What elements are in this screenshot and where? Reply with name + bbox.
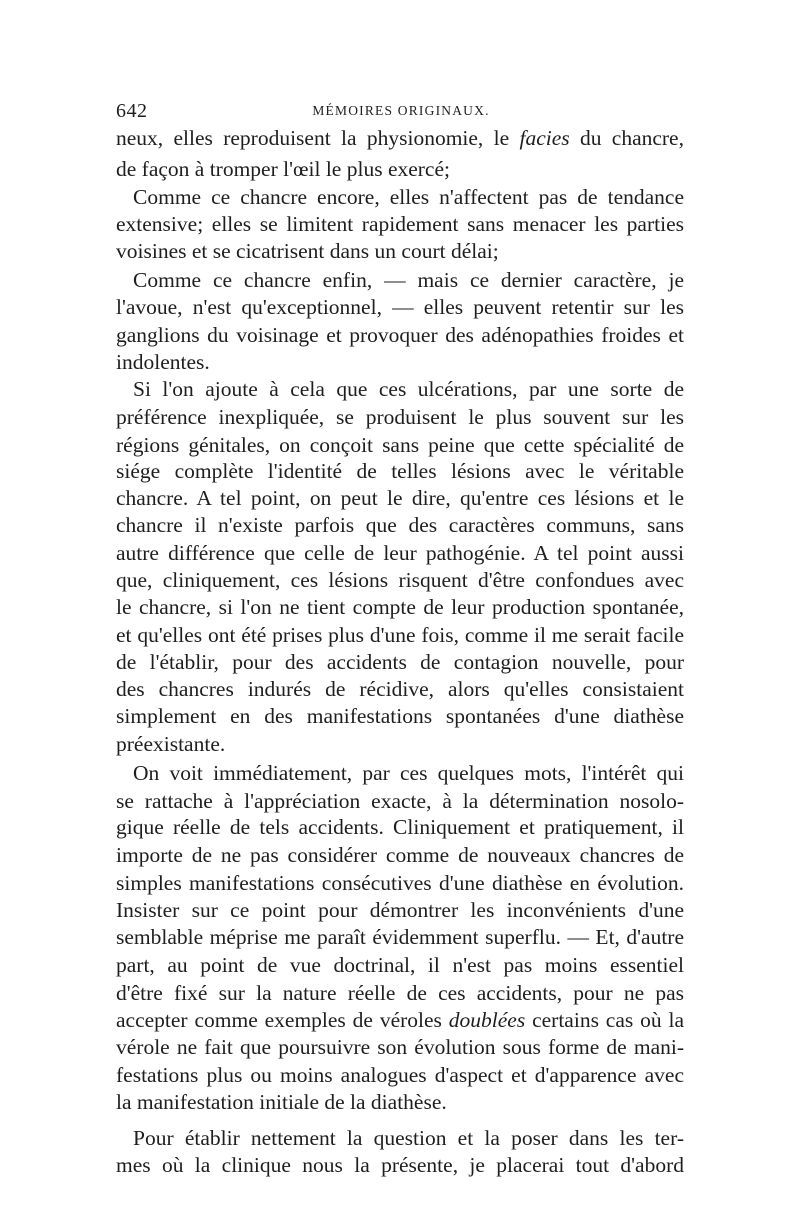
text-line <box>116 1033 684 1061</box>
text-line <box>116 566 684 594</box>
page-number: 642 <box>116 100 148 122</box>
text-line <box>116 237 684 265</box>
text-line <box>133 183 684 211</box>
text-line <box>116 457 684 485</box>
text-segment: Insister sur ce point pour démontrer les inconvénients d'une <box>116 898 684 922</box>
text-line <box>116 896 684 924</box>
text-segment: Comme ce chancre encore, elles n'affectent pas de tendance <box>133 185 684 209</box>
text-segment: voisines et se cicatrisent dans un court délai; <box>116 239 499 263</box>
italic-text: facies <box>519 126 570 150</box>
text-segment: préférence inexpliquée, se produisent le plus souvent sur les <box>116 405 684 429</box>
text-segment: de façon à tromper l'œil le plus exercé; <box>116 157 450 181</box>
text-segment: simples manifestations consécutives d'une diathèse en évolution. <box>116 871 684 895</box>
text-segment: part, au point de vue doctrinal, il n'est pas moins essentiel <box>116 953 684 977</box>
text-line <box>116 1061 684 1089</box>
text-segment: de l'établir, pour des accidents de contagion nouvelle, pour <box>116 650 684 674</box>
text-line <box>116 1006 684 1034</box>
text-segment: des chancres indurés de récidive, alors qu'elles consistaient <box>116 677 684 701</box>
text-segment: indolentes. <box>116 350 210 374</box>
text-segment: ganglions du voisinage et provoquer des adénopathies froides et <box>116 323 684 347</box>
text-segment: On voit immédiatement, par ces quelques mots, l'intérêt qui <box>133 761 684 785</box>
text-line <box>133 1124 684 1152</box>
text-segment: accepter comme exemples de véroles <box>116 1008 449 1032</box>
text-segment: du chancre, <box>569 126 684 150</box>
text-line <box>116 403 684 431</box>
text-line <box>116 621 684 649</box>
text-segment: siége complète l'identité de telles lésions avec le véritable <box>116 459 684 483</box>
text-segment: régions génitales, on conçoit sans peine que cette spécialité de <box>116 433 684 457</box>
text-line <box>116 293 684 321</box>
text-line <box>116 155 684 183</box>
text-line <box>116 702 684 730</box>
text-line <box>116 979 684 1007</box>
text-segment: se rattache à l'appréciation exacte, à la détermination nosolo- <box>116 789 684 813</box>
text-segment: importe de ne pas considérer comme de nouveaux chancres de <box>116 843 684 867</box>
text-line <box>116 730 684 758</box>
text-segment: extensive; elles se limitent rapidement sans menacer les parties <box>116 212 684 236</box>
text-line <box>116 787 684 815</box>
text-segment: mes où la clinique nous la présente, je placerai tout d'abord <box>116 1153 684 1177</box>
text-segment: simplement en des manifestations spontanées d'une diathèse <box>116 704 684 728</box>
text-segment: Comme ce chancre enfin, — mais ce dernier caractère, je <box>133 268 684 292</box>
text-segment: la manifestation initiale de la diathèse. <box>116 1090 447 1114</box>
text-segment: préexistante. <box>116 732 226 756</box>
text-line <box>133 266 684 294</box>
text-segment: semblable méprise me paraît évidemment superflu. — Et, d'autre <box>116 925 684 949</box>
text-segment: Si l'on ajoute à cela que ces ulcérations, par une sorte de <box>133 377 684 401</box>
text-segment: chancre il n'existe parfois que des caractères communs, sans <box>116 513 684 537</box>
text-segment: gique réelle de tels accidents. Cliniquement et pratiquement, il <box>116 815 684 839</box>
text-segment: et qu'elles ont été prises plus d'une fois, comme il me serait facile <box>116 623 684 647</box>
text-line <box>116 813 684 841</box>
text-segment: autre différence que celle de leur pathogénie. A tel point aussi <box>116 541 684 565</box>
text-line <box>116 321 684 349</box>
text-line <box>116 484 684 512</box>
text-segment: Pour établir nettement la question et la poser dans les ter- <box>133 1126 684 1150</box>
text-segment: certains cas où la <box>525 1008 684 1032</box>
text-line <box>116 1151 684 1179</box>
page-header <box>116 100 686 126</box>
text-line <box>116 511 684 539</box>
text-line <box>116 869 684 897</box>
text-line <box>133 759 684 787</box>
text-line <box>116 841 684 869</box>
text-segment: l'avoue, n'est qu'exceptionnel, — elles peuvent retentir sur les <box>116 295 684 319</box>
text-line <box>116 431 684 459</box>
text-line <box>133 375 684 403</box>
text-line <box>116 539 684 567</box>
running-title: MÉMOIRES ORIGINAUX. <box>312 103 490 118</box>
text-segment: chancre. A tel point, on peut le dire, qu'entre ces lésions et le <box>116 486 684 510</box>
text-segment: que, cliniquement, ces lésions risquent d'être confondues avec <box>116 568 684 592</box>
text-segment: le chancre, si l'on ne tient compte de leur production spontanée, <box>116 595 684 619</box>
text-line <box>116 1088 684 1116</box>
text-segment: festations plus ou moins analogues d'aspect et d'apparence avec <box>116 1063 684 1087</box>
text-line <box>116 648 684 676</box>
text-segment: vérole ne fait que poursuivre son évolution sous forme de mani- <box>116 1035 684 1059</box>
text-line <box>116 923 684 951</box>
text-segment: neux, elles reproduisent la physionomie, le <box>116 126 520 150</box>
text-line <box>116 593 684 621</box>
text-line <box>116 124 684 152</box>
text-line <box>116 210 684 238</box>
text-line <box>116 951 684 979</box>
italic-text: doublées <box>448 1008 526 1032</box>
text-line <box>116 348 684 376</box>
text-segment: d'être fixé sur la nature réelle de ces accidents, pour ne pas <box>116 981 684 1005</box>
text-line <box>116 675 684 703</box>
